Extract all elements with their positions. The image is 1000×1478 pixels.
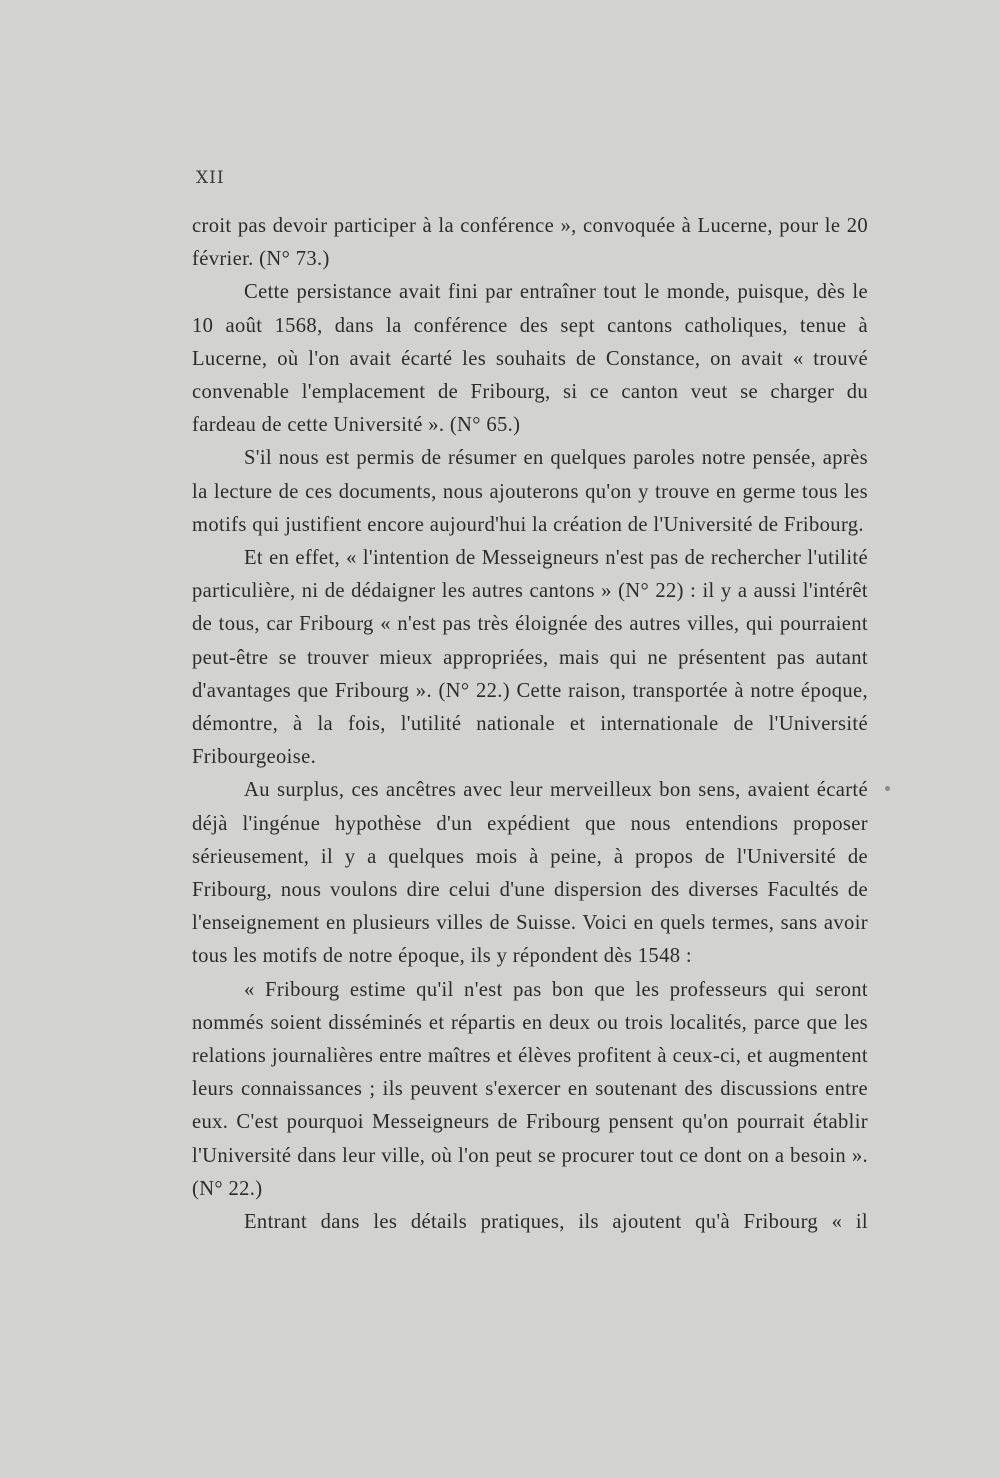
body-text bbox=[192, 210, 868, 1239]
paragraph-continues: Entrant dans les détails pratiques, ils ajoutent qu'à Fribourg « il bbox=[244, 1211, 868, 1234]
paragraph: Et en effet, « l'intention de Messeigneurs n'est pas de rechercher l'utilité particulière, ni de dédaigner les autres cantons » (N° 22) : il y a aussi l'intérêt de tous, car Fribourg « n'est pas très éloignée des autres villes, qui pourraient peut-être se trouver mieux appropriées, mais qui ne présentent pas autant d'avantages que Fribourg ». (N° 22.) Cette raison, transportée à notre époque, démontre, à la fois, l'utilité nationale et internationale de l'Université Fribourgeoise. bbox=[192, 547, 868, 769]
quotation-paragraph: « Fribourg estime qu'il n'est pas bon que les professeurs qui seront nommés soient disséminés et répartis en deux ou trois localités, parce que les relations journalières entre maîtres et élèves profitent à ceux-ci, et augmentent leurs connaissances ; ils peuvent s'exercer en soutenant des discussions entre eux. C'est pourquoi Messeigneurs de Fribourg pensent qu'on pourrait établir l'Université dans leur ville, où l'on peut se procurer tout ce dont on a besoin ». (N° 22.) bbox=[192, 978, 868, 1200]
page-number: XII bbox=[196, 168, 225, 188]
margin-speck bbox=[885, 786, 890, 791]
paragraph: Cette persistance avait fini par entraîner tout le monde, puisque, dès le 10 août 1568, dans la conférence des sept cantons catholiques, tenue à Lucerne, où l'on avait écarté les souhaits de Constance, on avait « trouvé convenable l'emplacement de Fribourg, si ce canton veut se charger du fardeau de cette Université ». (N° 65.) bbox=[192, 281, 868, 437]
paragraph: S'il nous est permis de résumer en quelques paroles notre pensée, après la lecture de ces documents, nous ajouterons qu'on y trouve en germe tous les motifs qui justifient encore aujourd'hui la création de l'Université de Fribourg. bbox=[192, 447, 868, 536]
paragraph-continued: croit pas devoir participer à la conférence », convoquée à Lucerne, pour le 20 février. (N° 73.) bbox=[192, 215, 868, 271]
paragraph: Au surplus, ces ancêtres avec leur merveilleux bon sens, avaient écarté déjà l'ingénue hypothèse d'un expédient que nous entendions proposer sérieusement, il y a quelques mois à peine, à propos de l'Université de Fribourg, nous voulons dire celui d'une dispersion des diverses Facultés de l'enseignement en plusieurs villes de Suisse. Voici en quels termes, sans avoir tous les motifs de notre époque, ils y répondent dès 1548 : bbox=[192, 779, 868, 968]
